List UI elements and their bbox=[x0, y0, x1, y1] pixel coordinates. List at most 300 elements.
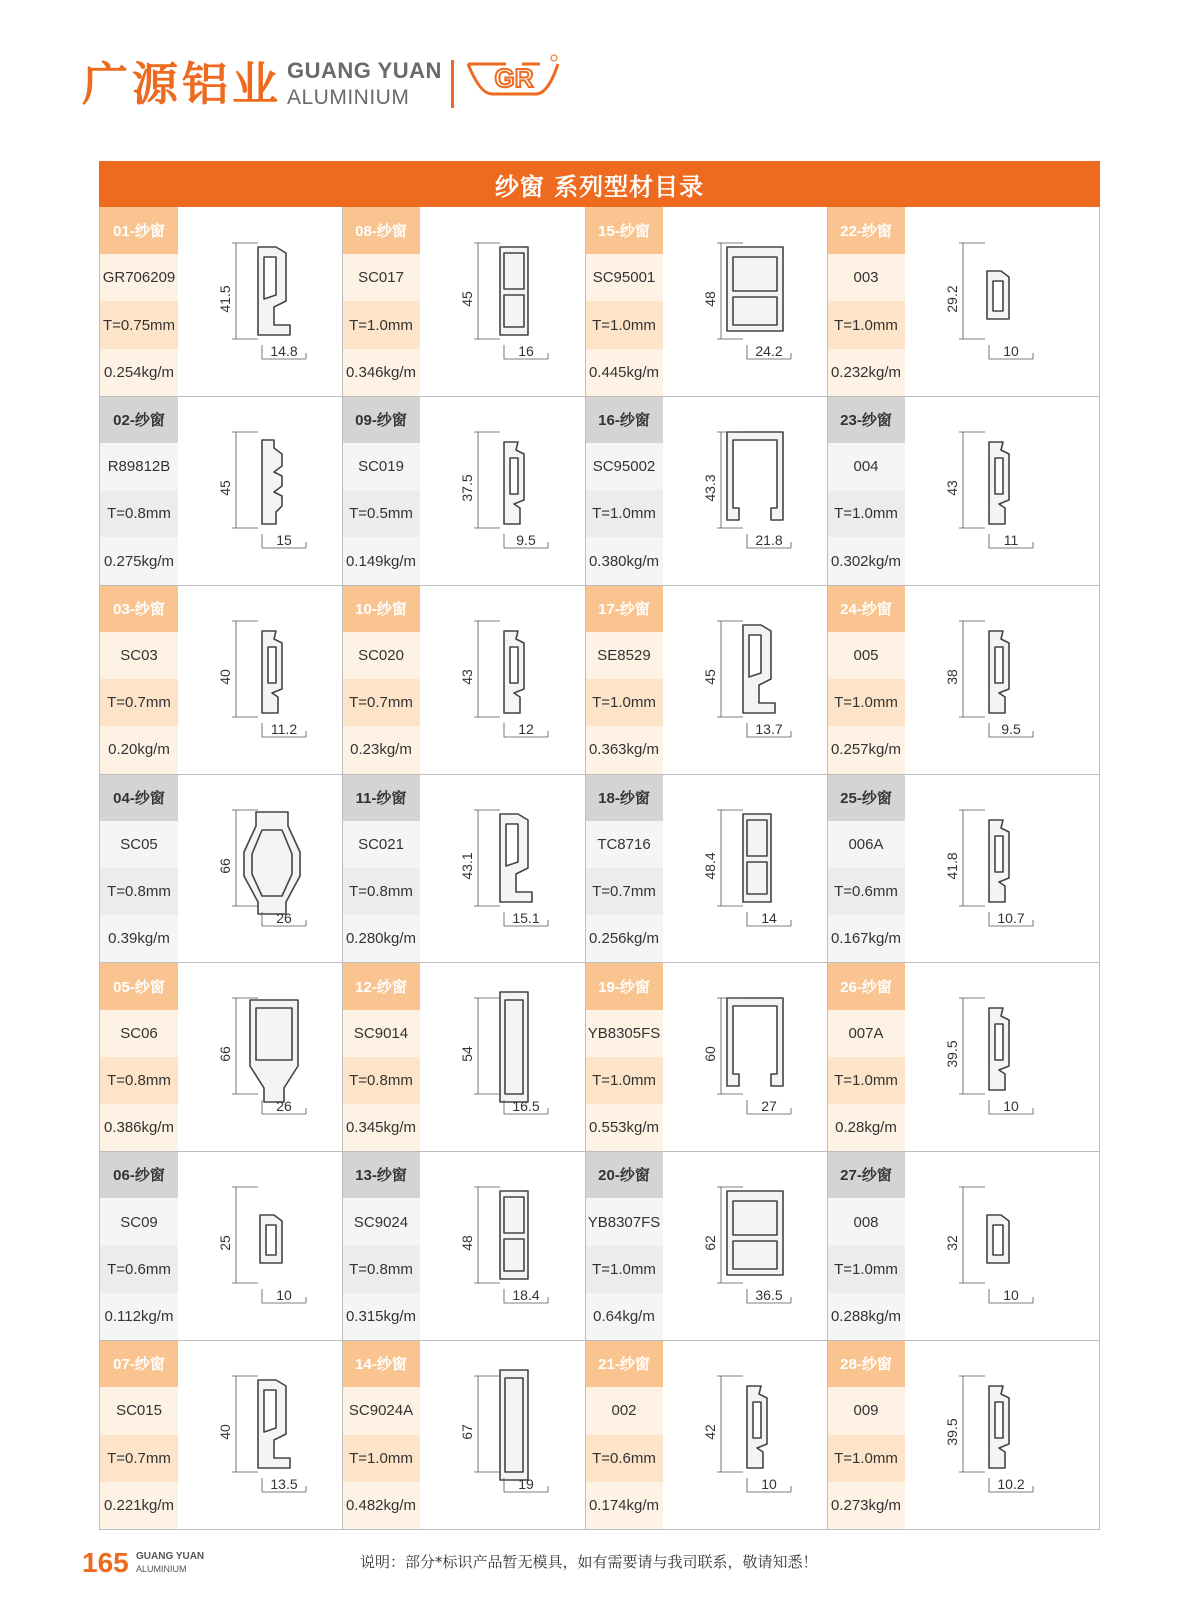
profile-model: 003 bbox=[827, 254, 905, 301]
profile-section-icon bbox=[663, 1151, 834, 1340]
height-dimension-label: 37.5 bbox=[459, 474, 475, 502]
profile-drawing bbox=[420, 585, 591, 774]
profile-card bbox=[827, 1340, 1099, 1529]
row-divider bbox=[100, 962, 1099, 963]
height-dimension-label: 43.1 bbox=[459, 851, 475, 880]
row-divider bbox=[100, 774, 1099, 775]
width-dimension-label: 13.7 bbox=[755, 720, 783, 737]
profile-spec-column bbox=[342, 396, 420, 585]
profile-card bbox=[342, 962, 585, 1151]
profile-weight: 0.256kg/m bbox=[585, 915, 663, 962]
profile-section-icon bbox=[663, 962, 834, 1151]
profile-outline bbox=[262, 631, 282, 713]
profile-code: 10-纱窗 bbox=[342, 585, 420, 632]
profile-outline bbox=[743, 814, 771, 902]
profile-outline bbox=[500, 1370, 528, 1480]
profile-thickness: T=1.0mm bbox=[827, 1246, 905, 1293]
brand-name-line1: GUANG YUAN bbox=[287, 58, 442, 83]
profile-spec-column bbox=[827, 962, 905, 1151]
profile-section-icon bbox=[420, 207, 591, 396]
profile-drawing bbox=[420, 962, 591, 1151]
height-dimension-line bbox=[474, 243, 500, 339]
profile-weight: 0.302kg/m bbox=[827, 537, 905, 584]
profile-outline bbox=[500, 247, 528, 335]
profile-card bbox=[342, 1151, 585, 1340]
profile-model: 005 bbox=[827, 632, 905, 679]
profile-weight: 0.254kg/m bbox=[100, 349, 178, 396]
profile-outline bbox=[504, 442, 524, 524]
profile-code: 06-纱窗 bbox=[100, 1151, 178, 1198]
profile-spec-column bbox=[585, 1151, 663, 1340]
profile-thickness: T=1.0mm bbox=[827, 301, 905, 348]
profile-model: YB8305FS bbox=[585, 1010, 663, 1057]
profile-outline bbox=[250, 1000, 298, 1102]
profile-outline bbox=[500, 814, 532, 902]
width-dimension-label: 10 bbox=[1003, 1287, 1019, 1304]
profile-section-icon bbox=[905, 396, 1076, 585]
profile-section-icon bbox=[663, 1340, 834, 1529]
catalog-title: 纱窗 系列型材目录 bbox=[99, 161, 1100, 207]
height-dimension-label: 48.4 bbox=[702, 851, 718, 880]
width-dimension-label: 15.1 bbox=[512, 909, 540, 926]
profile-weight: 0.386kg/m bbox=[100, 1104, 178, 1151]
height-dimension-line bbox=[232, 243, 258, 339]
profile-spec-column bbox=[100, 1340, 178, 1529]
profile-thickness: T=1.0mm bbox=[827, 1435, 905, 1482]
brand-name-line2: ALUMINIUM bbox=[287, 86, 410, 109]
profile-thickness: T=0.6mm bbox=[100, 1246, 178, 1293]
profile-spec-column bbox=[342, 1340, 420, 1529]
height-dimension-label: 67 bbox=[459, 1424, 475, 1440]
profile-drawing bbox=[905, 396, 1076, 585]
height-dimension-line bbox=[474, 810, 500, 906]
profile-weight: 0.23kg/m bbox=[342, 726, 420, 773]
profile-card bbox=[827, 1151, 1099, 1340]
profile-model: R89812B bbox=[100, 443, 178, 490]
profile-model: SC06 bbox=[100, 1010, 178, 1057]
height-dimension-line bbox=[474, 1376, 500, 1472]
height-dimension-line bbox=[232, 432, 258, 528]
profile-code: 13-纱窗 bbox=[342, 1151, 420, 1198]
profile-drawing bbox=[663, 774, 834, 963]
profile-weight: 0.445kg/m bbox=[585, 349, 663, 396]
emblem-letters: GR bbox=[494, 63, 534, 93]
profile-code: 11-纱窗 bbox=[342, 774, 420, 821]
profile-card bbox=[827, 962, 1099, 1151]
profile-outline bbox=[747, 1386, 767, 1468]
profile-drawing bbox=[420, 1340, 591, 1529]
profile-section-icon bbox=[420, 962, 591, 1151]
profile-thickness: T=0.7mm bbox=[100, 1435, 178, 1482]
height-dimension-label: 66 bbox=[217, 857, 233, 874]
height-dimension-label: 32 bbox=[944, 1235, 960, 1252]
profile-code: 07-纱窗 bbox=[100, 1340, 178, 1387]
profile-drawing bbox=[905, 774, 1076, 963]
profile-code: 16-纱窗 bbox=[585, 396, 663, 443]
profile-outline bbox=[262, 440, 282, 524]
profile-model: YB8307FS bbox=[585, 1198, 663, 1245]
profile-weight: 0.167kg/m bbox=[827, 915, 905, 962]
profile-spec-column bbox=[100, 1151, 178, 1340]
profile-thickness: T=0.75mm bbox=[100, 301, 178, 348]
profile-code: 24-纱窗 bbox=[827, 585, 905, 632]
width-dimension-label: 36.5 bbox=[755, 1287, 783, 1304]
profile-thickness: T=0.6mm bbox=[585, 1435, 663, 1482]
profile-card bbox=[827, 396, 1099, 585]
profile-card bbox=[100, 962, 342, 1151]
profile-card bbox=[585, 1340, 827, 1529]
profile-spec-column bbox=[342, 1151, 420, 1340]
height-dimension-line bbox=[474, 1187, 500, 1283]
profile-code: 02-纱窗 bbox=[100, 396, 178, 443]
profile-model: SC019 bbox=[342, 443, 420, 490]
profile-outline bbox=[258, 247, 290, 335]
height-dimension-label: 41.8 bbox=[944, 851, 960, 880]
profile-code: 09-纱窗 bbox=[342, 396, 420, 443]
profile-weight: 0.221kg/m bbox=[100, 1482, 178, 1529]
profile-spec-column bbox=[585, 396, 663, 585]
profile-weight: 0.28kg/m bbox=[827, 1104, 905, 1151]
profile-spec-column bbox=[585, 962, 663, 1151]
profile-drawing bbox=[663, 1340, 834, 1529]
profile-model: SC021 bbox=[342, 821, 420, 868]
height-dimension-line bbox=[474, 998, 500, 1094]
profile-thickness: T=0.8mm bbox=[100, 868, 178, 915]
profile-outline bbox=[258, 1380, 290, 1468]
profile-code: 04-纱窗 bbox=[100, 774, 178, 821]
profile-spec-column bbox=[827, 1340, 905, 1529]
profile-thickness: T=0.7mm bbox=[100, 679, 178, 726]
profile-card bbox=[342, 396, 585, 585]
profile-code: 18-纱窗 bbox=[585, 774, 663, 821]
profile-drawing bbox=[663, 585, 834, 774]
profile-drawing bbox=[663, 396, 834, 585]
height-dimension-line bbox=[959, 243, 985, 339]
profile-thickness: T=0.8mm bbox=[342, 1246, 420, 1293]
profile-grid bbox=[100, 207, 1099, 1529]
profile-outline bbox=[260, 1215, 282, 1263]
profile-weight: 0.273kg/m bbox=[827, 1482, 905, 1529]
profile-weight: 0.39kg/m bbox=[100, 915, 178, 962]
profile-code: 20-纱窗 bbox=[585, 1151, 663, 1198]
profile-thickness: T=0.8mm bbox=[100, 490, 178, 537]
profile-model: SC09 bbox=[100, 1198, 178, 1245]
profile-card bbox=[342, 207, 585, 396]
profile-drawing bbox=[663, 1151, 834, 1340]
profile-card bbox=[100, 774, 342, 963]
profile-code: 17-纱窗 bbox=[585, 585, 663, 632]
column-divider bbox=[827, 207, 828, 1529]
profile-model: 004 bbox=[827, 443, 905, 490]
profile-drawing bbox=[178, 585, 349, 774]
profile-thickness: T=0.8mm bbox=[342, 1057, 420, 1104]
profile-section-icon bbox=[663, 396, 834, 585]
profile-model: SC95001 bbox=[585, 254, 663, 301]
profile-card bbox=[827, 207, 1099, 396]
column-divider bbox=[585, 207, 586, 1529]
profile-spec-column bbox=[585, 207, 663, 396]
profile-code: 25-纱窗 bbox=[827, 774, 905, 821]
profile-thickness: T=1.0mm bbox=[342, 1435, 420, 1482]
profile-spec-column bbox=[100, 962, 178, 1151]
profile-model: 006A bbox=[827, 821, 905, 868]
profile-spec-column bbox=[827, 207, 905, 396]
profile-outline bbox=[989, 1386, 1009, 1468]
profile-section-icon bbox=[905, 962, 1076, 1151]
height-dimension-label: 48 bbox=[702, 291, 718, 307]
profile-section-icon bbox=[178, 1151, 349, 1340]
profile-section-icon bbox=[178, 774, 349, 963]
profile-drawing bbox=[178, 1151, 349, 1340]
profile-drawing bbox=[420, 396, 591, 585]
profile-drawing bbox=[905, 1340, 1076, 1529]
height-dimension-label: 39.5 bbox=[944, 1040, 960, 1069]
profile-outline bbox=[989, 631, 1009, 713]
profile-card bbox=[100, 1151, 342, 1340]
width-dimension-label: 21.8 bbox=[755, 531, 783, 548]
brand-emblem-icon bbox=[466, 54, 562, 102]
height-dimension-line bbox=[232, 621, 258, 717]
height-dimension-line bbox=[717, 810, 743, 906]
profile-spec-column bbox=[585, 1340, 663, 1529]
width-dimension-label: 15 bbox=[276, 531, 292, 548]
profile-section-icon bbox=[178, 207, 349, 396]
profile-spec-column bbox=[100, 396, 178, 585]
profile-thickness: T=0.6mm bbox=[827, 868, 905, 915]
profile-weight: 0.112kg/m bbox=[100, 1293, 178, 1340]
profile-outline bbox=[989, 820, 1009, 902]
profile-section-icon bbox=[420, 1151, 591, 1340]
page-number: 165 bbox=[82, 1547, 129, 1578]
profile-outline bbox=[987, 271, 1009, 319]
profile-thickness: T=1.0mm bbox=[585, 679, 663, 726]
height-dimension-line bbox=[232, 1187, 258, 1283]
profile-outline bbox=[727, 1191, 783, 1275]
profile-code: 12-纱窗 bbox=[342, 962, 420, 1009]
height-dimension-label: 43.3 bbox=[702, 474, 718, 502]
profile-thickness: T=1.0mm bbox=[342, 301, 420, 348]
width-dimension-label: 19 bbox=[518, 1476, 534, 1493]
profile-model: 002 bbox=[585, 1387, 663, 1434]
profile-drawing bbox=[420, 774, 591, 963]
footer-brand-line2: ALUMINIUM bbox=[136, 1564, 187, 1574]
profile-weight: 0.553kg/m bbox=[585, 1104, 663, 1151]
profile-model: 009 bbox=[827, 1387, 905, 1434]
width-dimension-label: 12 bbox=[518, 720, 534, 737]
profile-card bbox=[100, 396, 342, 585]
height-dimension-label: 45 bbox=[459, 291, 475, 307]
profile-code: 28-纱窗 bbox=[827, 1340, 905, 1387]
profile-outline bbox=[743, 625, 775, 713]
profile-card bbox=[585, 774, 827, 963]
height-dimension-line bbox=[717, 1376, 743, 1472]
profile-weight: 0.346kg/m bbox=[342, 349, 420, 396]
height-dimension-label: 45 bbox=[702, 668, 718, 685]
width-dimension-label: 27 bbox=[761, 1098, 777, 1115]
profile-code: 23-纱窗 bbox=[827, 396, 905, 443]
profile-code: 08-纱窗 bbox=[342, 207, 420, 254]
height-dimension-line bbox=[959, 1187, 985, 1283]
profile-card bbox=[827, 585, 1099, 774]
profile-model: SC9014 bbox=[342, 1010, 420, 1057]
height-dimension-line bbox=[717, 621, 743, 717]
profile-outline bbox=[500, 1191, 528, 1279]
profile-drawing bbox=[420, 1151, 591, 1340]
profile-outline bbox=[244, 812, 300, 914]
profile-section-icon bbox=[905, 1340, 1076, 1529]
height-dimension-line bbox=[474, 621, 500, 717]
profile-spec-column bbox=[827, 774, 905, 963]
profile-drawing bbox=[905, 207, 1076, 396]
profile-thickness: T=1.0mm bbox=[585, 1057, 663, 1104]
profile-card bbox=[585, 207, 827, 396]
height-dimension-line bbox=[959, 1376, 985, 1472]
profile-weight: 0.280kg/m bbox=[342, 915, 420, 962]
profile-card bbox=[100, 207, 342, 396]
width-dimension-label: 11.2 bbox=[270, 720, 298, 737]
profile-outline bbox=[504, 631, 524, 713]
width-dimension-label: 26 bbox=[276, 1098, 292, 1115]
height-dimension-label: 42 bbox=[702, 1424, 718, 1440]
profile-model: GR706209 bbox=[100, 254, 178, 301]
profile-card bbox=[585, 396, 827, 585]
width-dimension-label: 10.2 bbox=[997, 1476, 1025, 1493]
height-dimension-line bbox=[474, 432, 500, 528]
profile-model: SC015 bbox=[100, 1387, 178, 1434]
profile-code: 26-纱窗 bbox=[827, 962, 905, 1009]
profile-model: SC9024A bbox=[342, 1387, 420, 1434]
profile-weight: 0.275kg/m bbox=[100, 537, 178, 584]
profile-thickness: T=0.8mm bbox=[342, 868, 420, 915]
profile-code: 05-纱窗 bbox=[100, 962, 178, 1009]
height-dimension-label: 41.5 bbox=[217, 285, 233, 313]
column-divider bbox=[342, 207, 343, 1529]
profile-card bbox=[342, 585, 585, 774]
profile-weight: 0.288kg/m bbox=[827, 1293, 905, 1340]
height-dimension-label: 43 bbox=[944, 480, 960, 496]
profile-code: 22-纱窗 bbox=[827, 207, 905, 254]
profile-drawing bbox=[905, 585, 1076, 774]
width-dimension-label: 11 bbox=[1003, 531, 1019, 548]
profile-card bbox=[585, 1151, 827, 1340]
profile-spec-column bbox=[827, 585, 905, 774]
height-dimension-label: 38 bbox=[944, 668, 960, 685]
profile-code: 01-纱窗 bbox=[100, 207, 178, 254]
profile-code: 21-纱窗 bbox=[585, 1340, 663, 1387]
profile-thickness: T=1.0mm bbox=[585, 490, 663, 537]
profile-spec-column bbox=[100, 585, 178, 774]
profile-section-icon bbox=[420, 1340, 591, 1529]
profile-thickness: T=1.0mm bbox=[827, 490, 905, 537]
profile-section-icon bbox=[663, 774, 834, 963]
height-dimension-label: 39.5 bbox=[944, 1418, 960, 1446]
width-dimension-label: 26 bbox=[276, 909, 292, 926]
width-dimension-label: 14.8 bbox=[270, 343, 298, 359]
footer-note: 说明：部分*标识产品暂无模具，如有需要请与我司联系，敬请知悉！ bbox=[360, 1553, 818, 1571]
profile-spec-column bbox=[342, 585, 420, 774]
profile-section-icon bbox=[905, 585, 1076, 774]
height-dimension-label: 45 bbox=[217, 480, 233, 496]
footer-brand-line1: GUANG YUAN bbox=[136, 1551, 205, 1562]
profile-weight: 0.149kg/m bbox=[342, 537, 420, 584]
profile-weight: 0.380kg/m bbox=[585, 537, 663, 584]
profile-section-icon bbox=[420, 585, 591, 774]
width-dimension-label: 13.5 bbox=[270, 1476, 298, 1493]
profile-model: SC05 bbox=[100, 821, 178, 868]
height-dimension-label: 25 bbox=[217, 1235, 233, 1252]
row-divider bbox=[100, 1340, 1099, 1341]
width-dimension-label: 16 bbox=[518, 343, 534, 359]
height-dimension-line bbox=[959, 998, 985, 1094]
profile-spec-column bbox=[342, 207, 420, 396]
width-dimension-label: 10 bbox=[276, 1287, 292, 1304]
profile-spec-column bbox=[827, 396, 905, 585]
profile-section-icon bbox=[178, 585, 349, 774]
height-dimension-line bbox=[959, 810, 985, 906]
row-divider bbox=[100, 585, 1099, 586]
profile-spec-column bbox=[585, 774, 663, 963]
width-dimension-label: 16.5 bbox=[512, 1098, 540, 1115]
profile-spec-column bbox=[827, 1151, 905, 1340]
profile-drawing bbox=[178, 207, 349, 396]
profile-section-icon bbox=[905, 1151, 1076, 1340]
profile-weight: 0.232kg/m bbox=[827, 349, 905, 396]
profile-drawing bbox=[905, 1151, 1076, 1340]
profile-card bbox=[342, 774, 585, 963]
profile-weight: 0.315kg/m bbox=[342, 1293, 420, 1340]
profile-section-icon bbox=[663, 585, 834, 774]
height-dimension-label: 40 bbox=[217, 668, 233, 685]
width-dimension-label: 10 bbox=[1003, 343, 1019, 359]
profile-thickness: T=0.7mm bbox=[585, 868, 663, 915]
profile-thickness: T=1.0mm bbox=[827, 679, 905, 726]
profile-model: SC020 bbox=[342, 632, 420, 679]
profile-spec-column bbox=[100, 774, 178, 963]
profile-card bbox=[585, 585, 827, 774]
height-dimension-line bbox=[232, 1376, 258, 1472]
profile-section-icon bbox=[905, 774, 1076, 963]
profile-thickness: T=1.0mm bbox=[585, 1246, 663, 1293]
height-dimension-label: 43 bbox=[459, 668, 475, 685]
profile-code: 15-纱窗 bbox=[585, 207, 663, 254]
profile-section-icon bbox=[420, 774, 591, 963]
width-dimension-label: 10 bbox=[761, 1476, 777, 1493]
profile-section-icon bbox=[178, 1340, 349, 1529]
profile-model: SE8529 bbox=[585, 632, 663, 679]
profile-thickness: T=0.5mm bbox=[342, 490, 420, 537]
width-dimension-label: 14 bbox=[761, 909, 777, 926]
profile-section-icon bbox=[420, 396, 591, 585]
profile-card bbox=[100, 585, 342, 774]
width-dimension-label: 18.4 bbox=[512, 1287, 540, 1304]
profile-spec-column bbox=[585, 585, 663, 774]
width-dimension-label: 10.7 bbox=[997, 909, 1025, 926]
width-dimension-label: 9.5 bbox=[516, 531, 536, 548]
profile-section-icon bbox=[905, 207, 1076, 396]
profile-thickness: T=0.8mm bbox=[100, 1057, 178, 1104]
profile-weight: 0.482kg/m bbox=[342, 1482, 420, 1529]
logo-divider bbox=[451, 60, 454, 108]
brand-logo-chinese: 广源铝业 bbox=[82, 57, 282, 111]
profile-model: SC9024 bbox=[342, 1198, 420, 1245]
profile-drawing bbox=[178, 774, 349, 963]
profile-outline bbox=[727, 247, 783, 331]
profile-outline bbox=[500, 992, 528, 1102]
width-dimension-label: 9.5 bbox=[1001, 720, 1021, 737]
profile-card bbox=[827, 774, 1099, 963]
profile-outline bbox=[727, 998, 783, 1086]
profile-outline bbox=[989, 1008, 1009, 1090]
